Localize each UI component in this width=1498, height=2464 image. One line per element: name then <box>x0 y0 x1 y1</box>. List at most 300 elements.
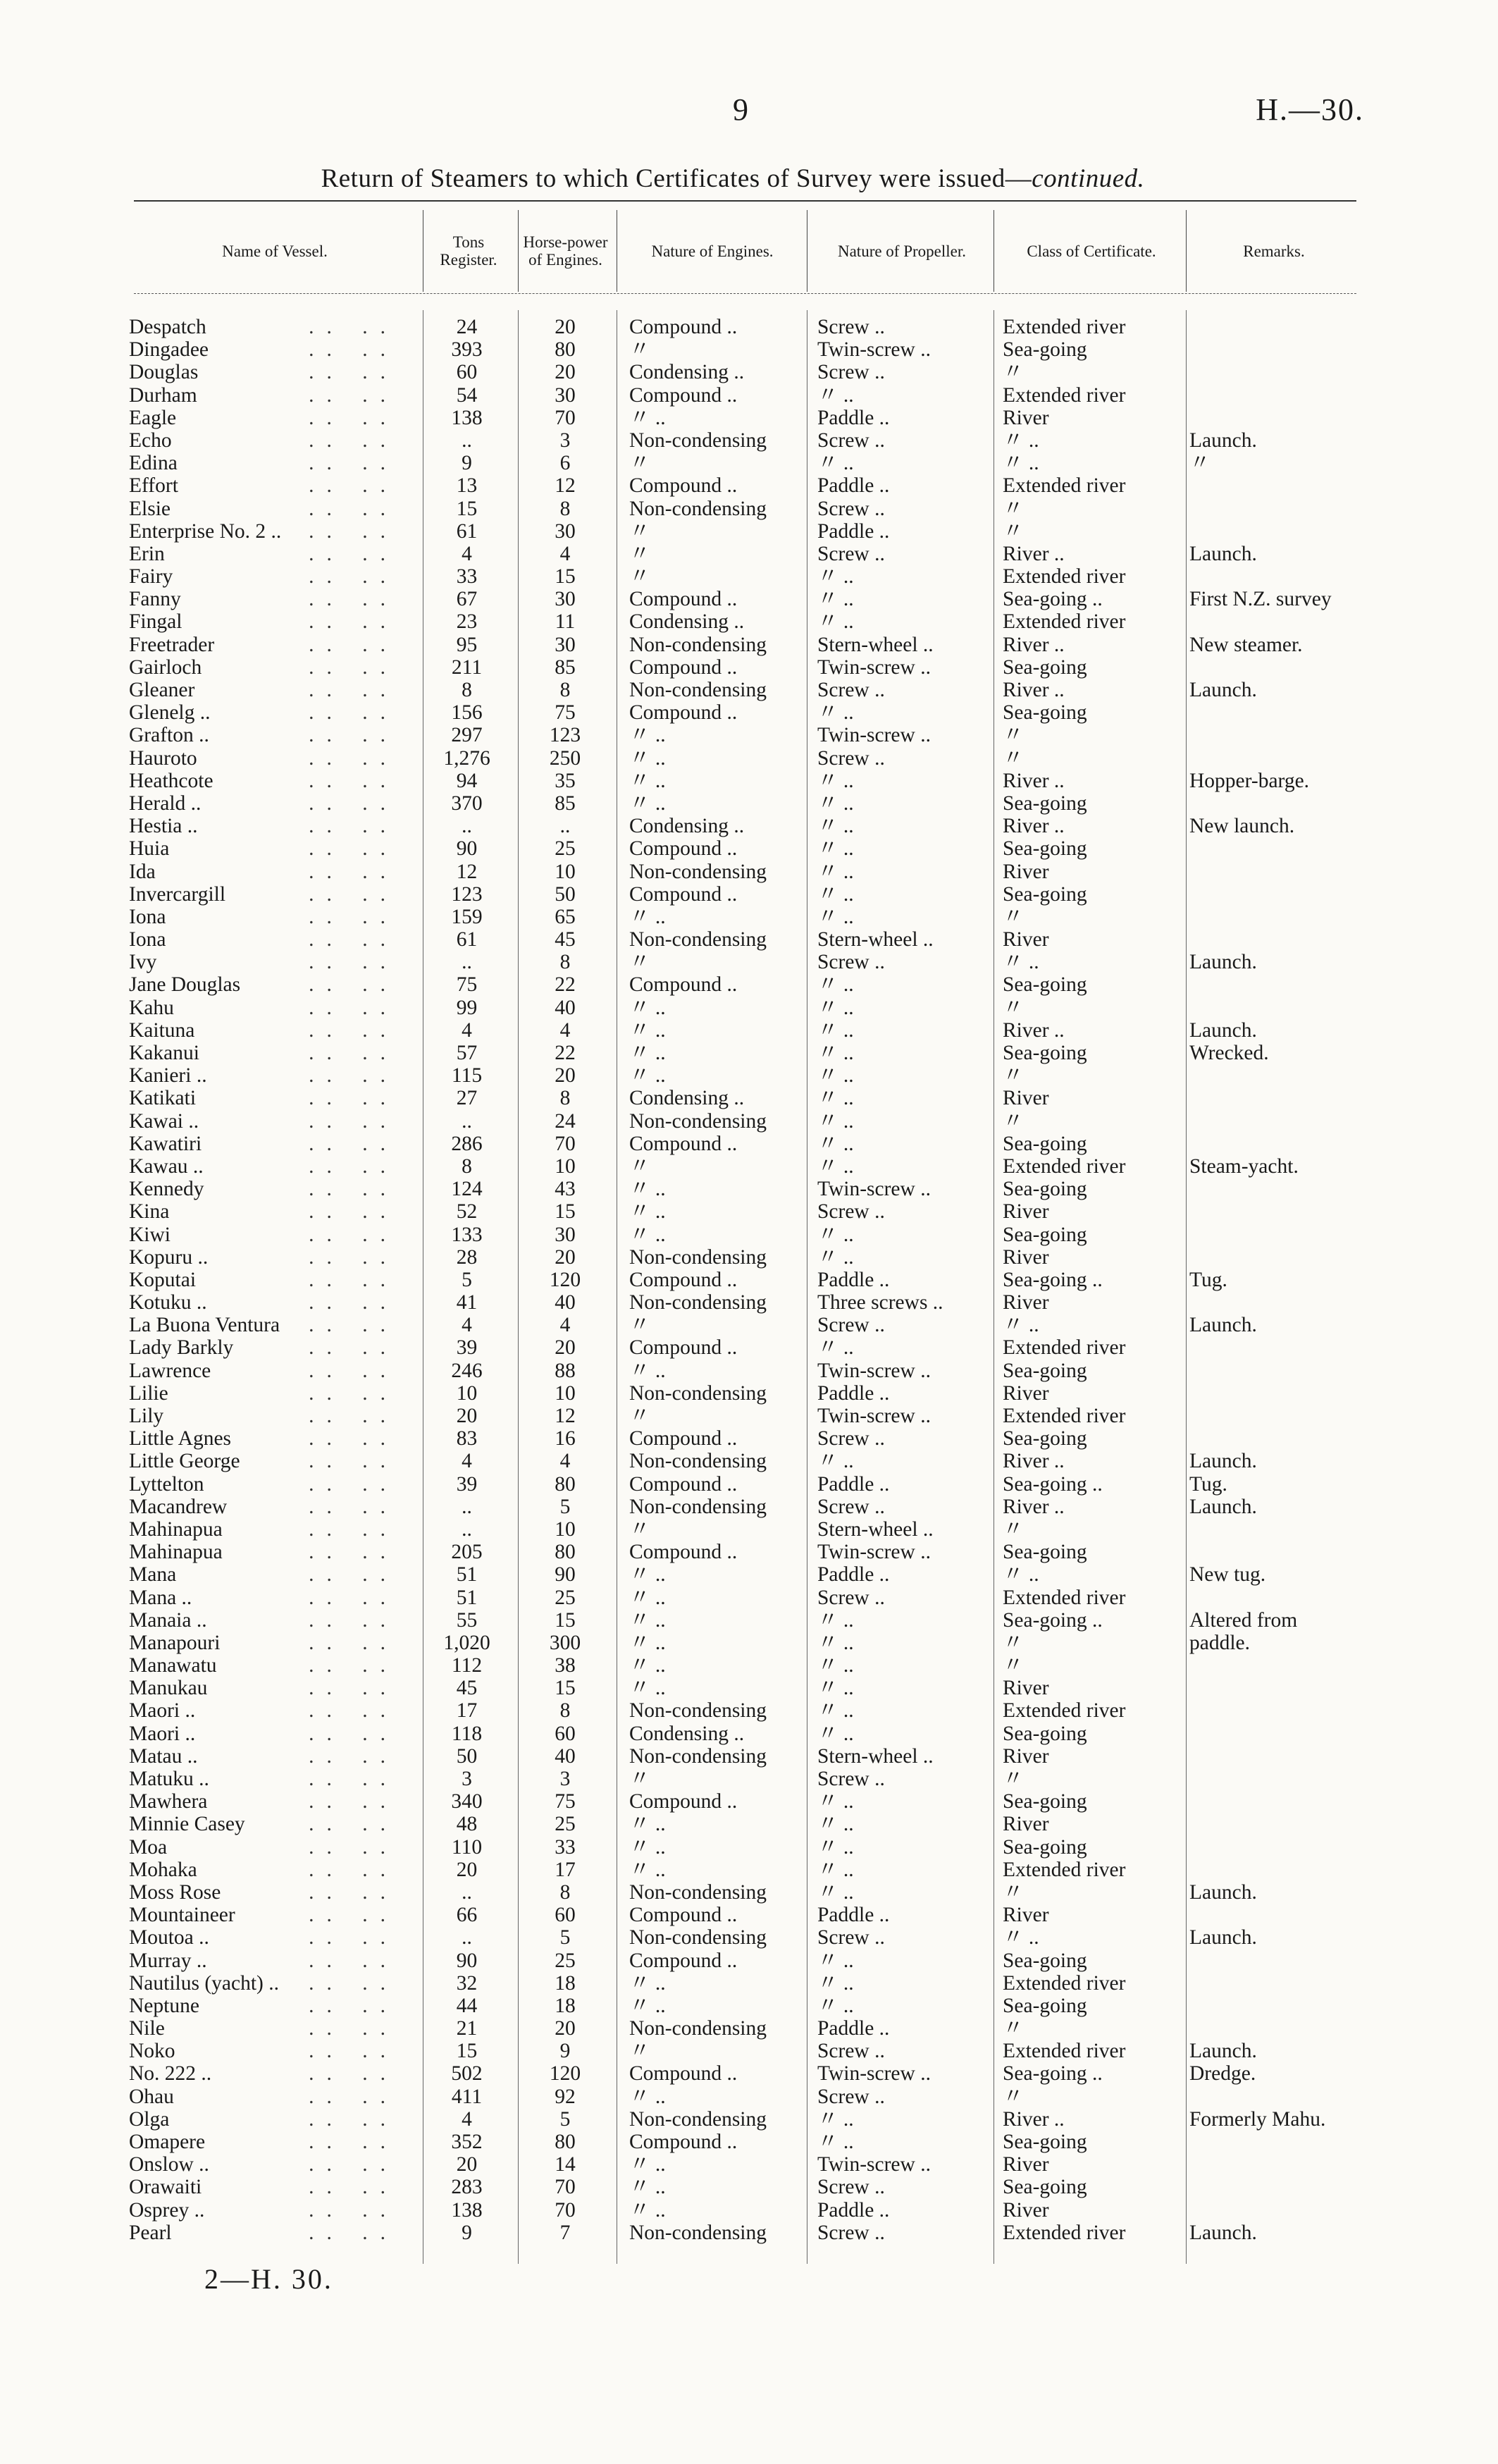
nature-of-propeller: Screw .. <box>817 2040 885 2063</box>
nature-of-engines: 〃 .. <box>629 1359 666 1382</box>
tons-register: 138 <box>451 406 483 429</box>
table-row <box>0 861 1498 883</box>
remarks: Wrecked. <box>1189 1042 1269 1064</box>
nature-of-propeller: Paddle .. <box>817 406 890 429</box>
class-of-certificate: River <box>1003 1245 1049 1269</box>
tons-register: 3 <box>462 1768 472 1790</box>
vessel-name: Mawhera <box>129 1790 208 1813</box>
nature-of-propeller: Twin-screw .. <box>817 1541 931 1564</box>
class-of-certificate: 〃 .. <box>1003 1563 1039 1587</box>
nature-of-engines: Non-condensing <box>629 2221 767 2244</box>
tons-register: 1,020 <box>443 1631 490 1654</box>
nature-of-engines: 〃 .. <box>629 724 666 747</box>
table-row <box>0 1291 1498 1314</box>
tons-register: 23 <box>456 610 478 634</box>
nature-of-propeller: Screw .. <box>817 361 885 384</box>
leader-dots: .. .. <box>309 383 398 407</box>
class-of-certificate: River <box>1003 1744 1049 1768</box>
table-row <box>0 1677 1498 1699</box>
vessel-name: Iona <box>129 905 166 928</box>
horse-power: 8 <box>559 1087 571 1110</box>
horse-power: 20 <box>555 1064 576 1088</box>
table-row <box>0 928 1498 951</box>
class-of-certificate: Sea-going <box>1003 701 1087 725</box>
nature-of-propeller: 〃 .. <box>817 1790 854 1813</box>
nature-of-propeller: Paddle .. <box>817 2198 890 2222</box>
nature-of-propeller: 〃 .. <box>817 973 854 997</box>
vessel-name: Fanny <box>129 588 181 611</box>
class-of-certificate: 〃 <box>1003 1654 1024 1677</box>
nature-of-engines: 〃 .. <box>629 406 666 429</box>
nature-of-propeller: 〃 .. <box>817 837 854 861</box>
table-row <box>0 1450 1498 1472</box>
table-row <box>0 1836 1498 1859</box>
leader-dots: .. .. <box>309 1064 398 1088</box>
nature-of-engines: 〃 .. <box>629 791 666 815</box>
leader-dots: .. .. <box>309 2153 398 2176</box>
leader-dots: .. .. <box>309 2040 398 2063</box>
class-of-certificate: River <box>1003 860 1049 883</box>
nature-of-propeller: Twin-screw .. <box>817 1359 931 1382</box>
nature-of-engines: 〃 .. <box>629 1813 666 1836</box>
nature-of-propeller: 〃 .. <box>817 2107 854 2131</box>
horse-power: 12 <box>555 1405 576 1427</box>
leader-dots: .. .. <box>309 1381 398 1405</box>
nature-of-engines: Non-condensing <box>629 1699 767 1723</box>
nature-of-propeller: Screw .. <box>817 1314 885 1337</box>
nature-of-engines: Compound .. <box>629 655 738 679</box>
leader-dots: .. .. <box>309 1904 398 1927</box>
vessel-name: Hestia .. <box>129 815 198 838</box>
vessel-name: Little George <box>129 1450 240 1473</box>
class-of-certificate: Sea-going <box>1003 655 1087 679</box>
vessel-name: Glenelg .. <box>129 701 211 725</box>
table-row <box>0 1042 1498 1064</box>
vessel-name: Mohaka <box>129 1858 197 1881</box>
nature-of-engines: Compound .. <box>629 1132 738 1155</box>
class-of-certificate: Sea-going <box>1003 882 1087 906</box>
horse-power: 33 <box>555 1835 576 1859</box>
leader-dots: .. .. <box>309 1200 398 1224</box>
nature-of-propeller: Paddle .. <box>817 1268 890 1291</box>
class-of-certificate: River .. <box>1003 633 1065 656</box>
nature-of-engines: 〃 .. <box>629 1631 666 1654</box>
nature-of-engines: 〃 <box>629 2040 650 2063</box>
nature-of-propeller: 〃 .. <box>817 1087 854 1110</box>
table-row <box>0 701 1498 724</box>
nature-of-propeller: Screw .. <box>817 2221 885 2244</box>
tons-register: 211 <box>451 655 483 679</box>
tons-register: 45 <box>456 1677 478 1700</box>
table-row <box>0 906 1498 928</box>
tons-register: 57 <box>456 1042 478 1064</box>
nature-of-engines: 〃 .. <box>629 1042 666 1064</box>
table-row <box>0 1723 1498 1745</box>
leader-dots: .. .. <box>309 1744 398 1768</box>
nature-of-propeller: Screw .. <box>817 951 885 974</box>
nature-of-engines: 〃 <box>629 951 650 974</box>
horse-power: 10 <box>555 1517 576 1541</box>
nature-of-engines: 〃 .. <box>629 1223 666 1246</box>
tons-register: 55 <box>456 1608 478 1632</box>
nature-of-engines: Non-condensing <box>629 1495 767 1518</box>
horse-power: 120 <box>549 1268 581 1291</box>
nature-of-propeller: Screw .. <box>817 429 885 452</box>
table-row <box>0 565 1498 588</box>
table-row <box>0 2176 1498 2198</box>
leader-dots: .. .. <box>309 338 398 362</box>
tons-register: 124 <box>451 1178 483 1201</box>
horse-power: 30 <box>555 383 576 407</box>
nature-of-engines: 〃 <box>629 1405 650 1427</box>
vessel-name: Kaituna <box>129 1018 195 1042</box>
tons-register: 12 <box>456 860 478 883</box>
remarks: Launch. <box>1189 1926 1257 1949</box>
leader-dots: .. .. <box>309 1768 398 1790</box>
leader-dots: .. .. <box>309 1495 398 1518</box>
leader-dots: .. .. <box>309 1926 398 1949</box>
vessel-name: Murray .. <box>129 1949 207 1972</box>
tons-register: 90 <box>456 837 478 861</box>
horse-power: 43 <box>555 1178 576 1201</box>
title-main: Return of Steamers to which Certificates of Survey were issued— <box>321 164 1032 193</box>
nature-of-engines: Compound .. <box>629 1949 738 1972</box>
class-of-certificate: River <box>1003 2198 1049 2222</box>
nature-of-engines: 〃 <box>629 338 650 362</box>
leader-dots: .. .. <box>309 316 398 338</box>
horse-power: 7 <box>559 2221 571 2244</box>
table-row <box>0 1246 1498 1269</box>
table-row <box>0 747 1498 770</box>
class-of-certificate: Sea-going <box>1003 2176 1087 2199</box>
remarks: Formerly Mahu. <box>1189 2107 1326 2131</box>
remarks: 〃 <box>1189 452 1211 475</box>
column-header-engines: Nature of Engines. <box>651 242 774 260</box>
leader-dots: .. .. <box>309 724 398 747</box>
horse-power: 85 <box>555 791 576 815</box>
nature-of-propeller: 〃 .. <box>817 1699 854 1723</box>
table-row <box>0 1110 1498 1133</box>
horse-power: 8 <box>559 1880 571 1904</box>
tons-register: .. <box>462 1109 472 1133</box>
class-of-certificate: Sea-going <box>1003 1790 1087 1813</box>
leader-dots: .. .. <box>309 1472 398 1496</box>
nature-of-propeller: Screw .. <box>817 1926 885 1949</box>
class-of-certificate: River <box>1003 1904 1049 1927</box>
nature-of-engines: Condensing .. <box>629 815 745 838</box>
class-of-certificate: River <box>1003 2153 1049 2176</box>
tons-register: .. <box>462 1926 472 1949</box>
table-row <box>0 1609 1498 1632</box>
leader-dots: .. .. <box>309 1018 398 1042</box>
remarks: First N.Z. survey <box>1189 588 1332 611</box>
class-of-certificate: River <box>1003 1087 1049 1110</box>
horse-power: 4 <box>559 542 571 565</box>
table-row <box>0 1813 1498 1835</box>
tons-register: 66 <box>456 1904 478 1927</box>
header-divider <box>518 210 519 292</box>
nature-of-propeller: 〃 .. <box>817 452 854 475</box>
nature-of-engines: Compound .. <box>629 2131 738 2153</box>
table-row <box>0 1699 1498 1722</box>
tons-register: 115 <box>451 1064 483 1088</box>
horse-power: 70 <box>555 2198 576 2222</box>
leader-dots: .. .. <box>309 1042 398 1064</box>
class-of-certificate: River .. <box>1003 769 1065 792</box>
tons-register: 51 <box>456 1586 478 1609</box>
class-of-certificate: 〃 <box>1003 1109 1024 1133</box>
table-row <box>0 951 1498 973</box>
nature-of-engines: Non-condensing <box>629 1880 767 1904</box>
horse-power: 15 <box>555 565 576 589</box>
class-of-certificate: Extended river <box>1003 2221 1126 2244</box>
nature-of-propeller: 〃 .. <box>817 1858 854 1881</box>
nature-of-propeller: Paddle .. <box>817 2017 890 2040</box>
nature-of-engines: Non-condensing <box>629 2107 767 2131</box>
nature-of-propeller: Twin-screw .. <box>817 2062 931 2086</box>
leader-dots: .. .. <box>309 2221 398 2244</box>
nature-of-engines: 〃 .. <box>629 1200 666 1224</box>
horse-power: 8 <box>559 679 571 701</box>
vessel-name: Mountaineer <box>129 1904 235 1927</box>
tons-register: 110 <box>451 1835 483 1859</box>
remarks: Tug. <box>1189 1268 1227 1291</box>
class-of-certificate: Sea-going <box>1003 1132 1087 1155</box>
document-code: H.—30. <box>1256 92 1364 127</box>
leader-dots: .. .. <box>309 746 398 770</box>
column-header-name: Name of Vessel. <box>222 242 328 260</box>
remarks: Launch. <box>1189 542 1257 565</box>
leader-dots: .. .. <box>309 1314 398 1337</box>
remarks: Altered from <box>1189 1608 1298 1632</box>
horse-power: 60 <box>555 1904 576 1927</box>
vessel-name: Erin <box>129 542 165 565</box>
footer-signature: 2—H. 30. <box>204 2263 333 2295</box>
horse-power: 300 <box>549 1631 581 1654</box>
leader-dots: .. .. <box>309 1245 398 1269</box>
vessel-name: Gairloch <box>129 655 202 679</box>
table-row <box>0 1269 1498 1291</box>
table-row <box>0 2017 1498 2040</box>
leader-dots: .. .. <box>309 1178 398 1201</box>
horse-power: 85 <box>555 655 576 679</box>
horse-power: 18 <box>555 1971 576 1995</box>
remarks: Launch. <box>1189 1450 1257 1473</box>
nature-of-engines: 〃 <box>629 1154 650 1178</box>
horse-power: 30 <box>555 588 576 611</box>
horse-power: 25 <box>555 1949 576 1972</box>
vessel-name: Noko <box>129 2040 175 2063</box>
tons-register: 90 <box>456 1949 478 1972</box>
horse-power: 4 <box>559 1450 571 1473</box>
nature-of-engines: Non-condensing <box>629 497 767 520</box>
tons-register: 4 <box>462 1314 472 1337</box>
tons-register: 54 <box>456 383 478 407</box>
nature-of-engines: 〃 .. <box>629 1178 666 1201</box>
table-row <box>0 792 1498 815</box>
vessel-name: Orawaiti <box>129 2176 202 2199</box>
vessel-name: Matuku .. <box>129 1768 209 1790</box>
leader-dots: .. .. <box>309 542 398 565</box>
tons-register: 297 <box>451 724 483 747</box>
class-of-certificate: 〃 <box>1003 905 1024 928</box>
table-row <box>0 1155 1498 1178</box>
nature-of-propeller: 〃 .. <box>817 1132 854 1155</box>
vessel-name: Kawau .. <box>129 1154 204 1178</box>
horse-power: 10 <box>555 1381 576 1405</box>
nature-of-propeller: Paddle .. <box>817 519 890 543</box>
tons-register: 20 <box>456 1858 478 1881</box>
class-of-certificate: 〃 .. <box>1003 951 1039 974</box>
tons-register: 50 <box>456 1744 478 1768</box>
horse-power: 120 <box>549 2062 581 2086</box>
tons-register: 44 <box>456 1994 478 2017</box>
tons-register: 24 <box>456 316 478 338</box>
tons-register: .. <box>462 815 472 838</box>
tons-register: 411 <box>451 2085 483 2108</box>
nature-of-propeller: Screw .. <box>817 1495 885 1518</box>
table-row <box>0 429 1498 452</box>
vessel-name: Omapere <box>129 2131 206 2153</box>
remarks: Tug. <box>1189 1472 1227 1496</box>
nature-of-propeller: Stern-wheel .. <box>817 928 934 951</box>
horse-power: 9 <box>559 2040 571 2063</box>
class-of-certificate: River .. <box>1003 1450 1065 1473</box>
vessel-name: Olga <box>129 2107 170 2131</box>
vessel-name: Lily <box>129 1405 164 1427</box>
table-row <box>0 973 1498 996</box>
tons-register: 4 <box>462 1018 472 1042</box>
vessel-name: Manawatu <box>129 1654 217 1677</box>
table-row <box>0 316 1498 338</box>
vessel-name: La Buona Ventura <box>129 1314 280 1337</box>
table-row <box>0 1587 1498 1609</box>
vessel-name: Ivy <box>129 951 157 974</box>
leader-dots: .. .. <box>309 1677 398 1700</box>
leader-dots: .. .. <box>309 1586 398 1609</box>
horse-power: 5 <box>559 1495 571 1518</box>
table-row <box>0 1133 1498 1155</box>
vessel-name: Moss Rose <box>129 1880 221 1904</box>
leader-dots: .. .. <box>309 1336 398 1360</box>
leader-dots: .. .. <box>309 701 398 725</box>
vessel-name: Eagle <box>129 406 177 429</box>
remarks: Dredge. <box>1189 2062 1256 2086</box>
leader-dots: .. .. <box>309 996 398 1019</box>
remarks: paddle. <box>1189 1631 1251 1654</box>
vessel-name: Ida <box>129 860 156 883</box>
tons-register: 33 <box>456 565 478 589</box>
table-row <box>0 1200 1498 1223</box>
horse-power: 17 <box>555 1858 576 1881</box>
class-of-certificate: Extended river <box>1003 1858 1126 1881</box>
table-row <box>0 883 1498 906</box>
class-of-certificate: 〃 <box>1003 2085 1024 2108</box>
leader-dots: .. .. <box>309 1450 398 1473</box>
class-of-certificate: Sea-going <box>1003 1722 1087 1745</box>
table-row <box>0 1405 1498 1427</box>
table-row <box>0 997 1498 1019</box>
leader-dots: .. .. <box>309 361 398 384</box>
class-of-certificate: Extended river <box>1003 474 1126 498</box>
table-row <box>0 1768 1498 1790</box>
tons-register: 340 <box>451 1790 483 1813</box>
remarks: Launch. <box>1189 1880 1257 1904</box>
vessel-name: Manapouri <box>129 1631 221 1654</box>
nature-of-propeller: 〃 .. <box>817 1994 854 2017</box>
tons-register: 138 <box>451 2198 483 2222</box>
nature-of-propeller: 〃 .. <box>817 1813 854 1836</box>
leader-dots: .. .. <box>309 429 398 452</box>
vessel-name: Heathcote <box>129 769 213 792</box>
horse-power: 90 <box>555 1563 576 1587</box>
nature-of-engines: Compound .. <box>629 588 738 611</box>
horse-power: 30 <box>555 519 576 543</box>
vessel-name: Manukau <box>129 1677 208 1700</box>
horse-power: 20 <box>555 2017 576 2040</box>
horse-power: 6 <box>559 452 571 475</box>
tons-register: 51 <box>456 1563 478 1587</box>
table-row <box>0 2199 1498 2222</box>
tons-register: 286 <box>451 1132 483 1155</box>
class-of-certificate: Sea-going <box>1003 2131 1087 2153</box>
nature-of-engines: 〃 .. <box>629 1586 666 1609</box>
horse-power: 15 <box>555 1200 576 1224</box>
leader-dots: .. .. <box>309 497 398 520</box>
class-of-certificate: River <box>1003 1291 1049 1314</box>
nature-of-propeller: Screw .. <box>817 316 885 338</box>
table-row <box>0 1541 1498 1563</box>
leader-dots: .. .. <box>309 633 398 656</box>
horse-power: 4 <box>559 1314 571 1337</box>
class-of-certificate: Sea-going <box>1003 338 1087 362</box>
class-of-certificate: Sea-going .. <box>1003 2062 1103 2086</box>
tons-register: 48 <box>456 1813 478 1836</box>
remarks: Launch. <box>1189 1314 1257 1337</box>
vessel-name: Mana <box>129 1563 177 1587</box>
nature-of-propeller: 〃 .. <box>817 701 854 725</box>
class-of-certificate: Extended river <box>1003 1971 1126 1995</box>
nature-of-propeller: Twin-screw .. <box>817 724 931 747</box>
table-row <box>0 498 1498 520</box>
class-of-certificate: River <box>1003 928 1049 951</box>
table-row <box>0 1926 1498 1949</box>
tons-register: 94 <box>456 769 478 792</box>
table-row <box>0 770 1498 792</box>
nature-of-engines: 〃 .. <box>629 1835 666 1859</box>
class-of-certificate: Extended river <box>1003 2040 1126 2063</box>
horse-power: 38 <box>555 1654 576 1677</box>
class-of-certificate: 〃 <box>1003 1880 1024 1904</box>
remarks: New tug. <box>1189 1563 1266 1587</box>
horse-power: 16 <box>555 1427 576 1450</box>
horse-power: 40 <box>555 1291 576 1314</box>
vessel-name: Freetrader <box>129 633 215 656</box>
class-of-certificate: Sea-going <box>1003 1042 1087 1064</box>
tons-register: .. <box>462 1880 472 1904</box>
horse-power: 25 <box>555 837 576 861</box>
nature-of-propeller: Screw .. <box>817 497 885 520</box>
table-row <box>0 1314 1498 1336</box>
leader-dots: .. .. <box>309 1835 398 1859</box>
class-of-certificate: Extended river <box>1003 1405 1126 1427</box>
nature-of-engines: Non-condensing <box>629 633 767 656</box>
table-row <box>0 1654 1498 1677</box>
vessel-name: Mahinapua <box>129 1541 223 1564</box>
nature-of-propeller: 〃 .. <box>817 769 854 792</box>
remarks: Launch. <box>1189 679 1257 701</box>
nature-of-propeller: Screw .. <box>817 1768 885 1790</box>
